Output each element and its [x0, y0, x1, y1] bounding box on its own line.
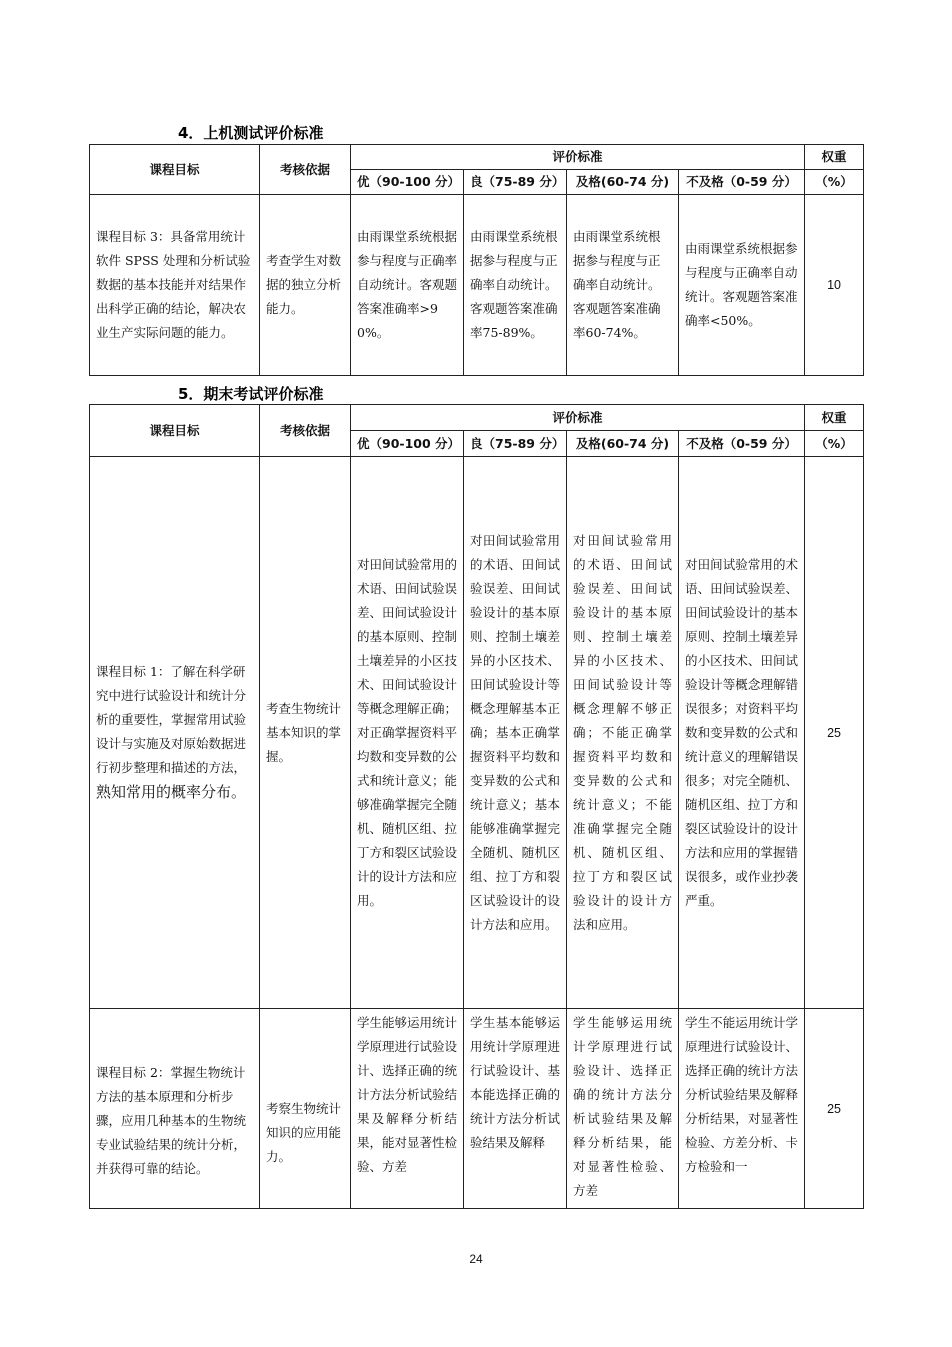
header-pass: 及格(60-74 分): [567, 431, 679, 457]
header-assessment-basis: 考核依据: [260, 405, 351, 457]
criteria-pass: 对田间试验常用的术语、田间试验误差、田间试验设计的基本原则、控制土壤差异的小区技术、田间试验设计等概念理解不够正确；不能正确掌握资料平均数和变异数的公式和统计意义；不能准确掌握完全随机、随机区组、拉丁方和裂区试验设计的设计方法和应用。: [567, 457, 679, 1009]
header-weight-unit: （%）: [805, 170, 864, 195]
course-goal-2: 课程目标 2：掌握生物统计方法的基本原理和分析步骤，应用几种基本的生物统专业试验结果的统计分析，并获得可靠的结论。: [90, 1009, 260, 1209]
course-goal-1-text: 课程目标 1：了解在科学研究中进行试验设计和统计分析的重要性，掌握常用试验设计与实施及对原始数据进行初步整理和描述的方法，: [96, 664, 247, 775]
criteria-fail: [679, 1009, 805, 1209]
criteria-good: 由雨课堂系统根据参与程度与正确率自动统计。客观题答案准确率75-89%。: [464, 195, 567, 376]
header-fail: 不及格（0-59 分）: [679, 431, 805, 457]
assessment-basis: 考查生物统计基本知识的掌握。: [260, 457, 351, 1009]
computer-test-criteria-table: [89, 144, 864, 376]
header-excellent: 优（90-100 分）: [351, 431, 464, 457]
header-course-goal: 课程目标: [90, 145, 260, 195]
header-fail: 不及格（0-59 分）: [679, 170, 805, 195]
criteria-excellent-text: 学生能够运用统计学原理进行试验设计、选择正确的统计方法分析试验结果及解释分析结果，能对显著性检验、方差: [357, 1015, 457, 1174]
header-weight: 权重: [805, 145, 864, 170]
criteria-excellent: 由雨课堂系统根据参与程度与正确率自动统计。客观题答案准确率>90%。: [351, 195, 464, 376]
assessment-basis: 考查学生对数据的独立分析能力。: [260, 195, 351, 376]
header-excellent: 优（90-100 分）: [351, 170, 464, 195]
assessment-basis: 考察生物统计知识的应用能力。: [260, 1009, 351, 1209]
criteria-fail: 由雨课堂系统根据参与程度与正确率自动统计。客观题答案准确率<50%。: [679, 195, 805, 376]
page-number: 24: [469, 1252, 483, 1266]
criteria-excellent: [351, 1009, 464, 1209]
weight-value: 25: [805, 1009, 864, 1209]
header-good: 良（75-89 分）: [464, 431, 567, 457]
criteria-good: 对田间试验常用的术语、田间试验误差、田间试验设计的基本原则、控制土壤差异的小区技术、田间试验设计等概念理解基本正确；基本正确掌握资料平均数和变异数的公式和统计意义；基本能够准确掌握完全随机、随机区组、拉丁方和裂区试验设计的设计方法和应用。: [464, 457, 567, 1009]
criteria-fail-text: 学生不能运用统计学原理进行试验设计、选择正确的统计方法分析试验结果及解释分析结果，对显著性检验、方差分析、卡方检验和一: [685, 1015, 799, 1174]
section-5-heading: 5．期末考试评价标准: [178, 385, 324, 403]
header-course-goal: 课程目标: [90, 405, 260, 457]
course-goal-1: [90, 457, 260, 1009]
weight-value: 10: [805, 195, 864, 376]
weight-value: 25: [805, 457, 864, 1009]
criteria-good: [464, 1009, 567, 1209]
criteria-pass-text: 学生能够运用统计学原理进行试验设计、选择正确的统计方法分析试验结果及解释分析结果，能对显著性检验、方差: [573, 1015, 672, 1198]
header-weight: 权重: [805, 405, 864, 431]
header-evaluation-criteria: 评价标准: [351, 145, 805, 170]
header-assessment-basis: 考核依据: [260, 145, 351, 195]
criteria-fail: 对田间试验常用的术语、田间试验误差、田间试验设计的基本原则、控制土壤差异的小区技术、田间试验设计等概念理解错误很多；对资料平均数和变异数的公式和统计意义的理解错误很多；对完全随机、随机区组、拉丁方和裂区试验设计的设计方法和应用的掌握错误很多，或作业抄袭严重。: [679, 457, 805, 1009]
header-evaluation-criteria: 评价标准: [351, 405, 805, 431]
criteria-pass: 由雨课堂系统根据参与程度与正确率自动统计。客观题答案准确率60-74%。: [567, 195, 679, 376]
header-pass: 及格(60-74 分): [567, 170, 679, 195]
final-exam-criteria-table: [89, 404, 864, 1209]
header-weight-unit: （%）: [805, 431, 864, 457]
course-goal-3: 课程目标 3：具备常用统计软件 SPSS 处理和分析试验数据的基本技能并对结果作出科学正确的结论，解决农业生产实际问题的能力。: [90, 195, 260, 376]
criteria-pass: [567, 1009, 679, 1209]
header-good: 良（75-89 分）: [464, 170, 567, 195]
criteria-excellent: 对田间试验常用的术语、田间试验误差、田间试验设计的基本原则、控制土壤差异的小区技术、田间试验设计等概念理解正确；对正确掌握资料平均数和变异数的公式和统计意义；能够准确掌握完全随机、随机区组、拉丁方和裂区试验设计的设计方法和应用。: [351, 457, 464, 1009]
course-goal-1-emphasis: 熟知常用的概率分布。: [96, 783, 247, 801]
section-4-heading: 4．上机测试评价标准: [178, 124, 324, 142]
criteria-good-text: 学生基本能够运用统计学原理进行试验设计、基本能选择正确的统计方法分析试验结果及解释: [470, 1015, 560, 1150]
